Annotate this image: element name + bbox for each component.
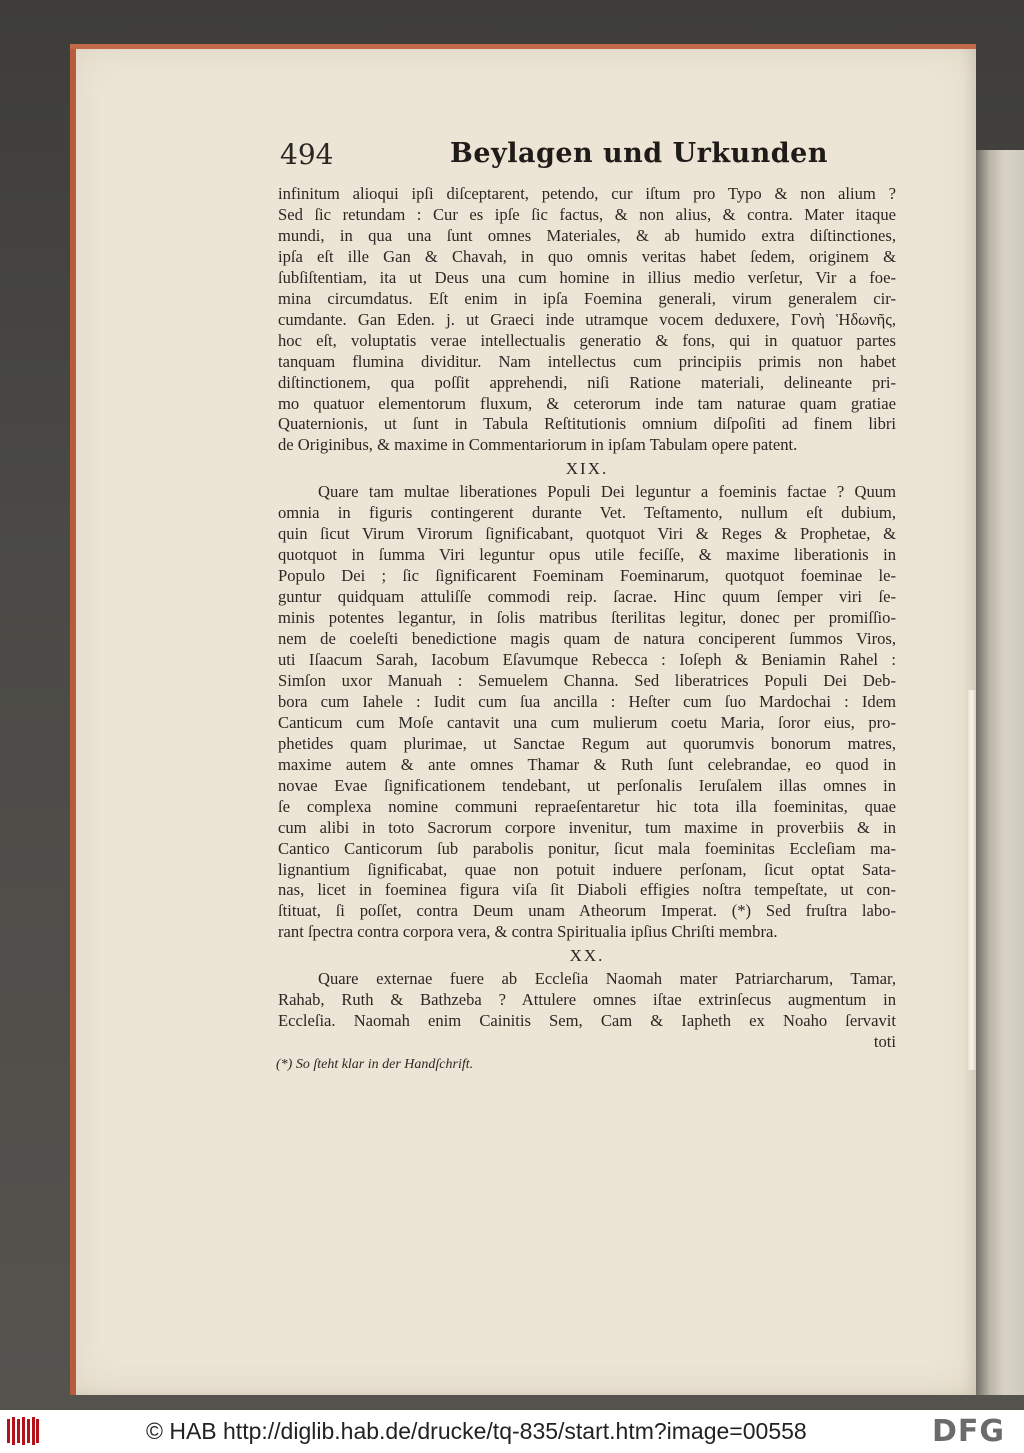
text-line: Eccleſia. Naomah enim Cainitis Sem, Cam & Iapheth ex Noaho ſervavit	[278, 1011, 896, 1031]
paper-bookmark-strip	[968, 690, 976, 1070]
text-line: diſtinctionem, qua poſſit apprehendi, niſi Ratione materiali, delineante pri-	[278, 372, 896, 392]
text-line: cumdante. Gan Eden. j. ut Graeci inde utramque vocem deduxere, Γονὴ Ἡδωνῆς,	[278, 309, 896, 329]
text-line: lignantium ſignificabat, quae non potuit induere perſonam, ſicut optat Sata-	[278, 859, 896, 879]
text-line: Quaternionis, ut ſunt in Tabula Reſtitutionis omnium diſpoſiti ad finem libri	[278, 414, 896, 434]
text-line: mo quatuor elementorum fluxum, & ceterorum inde tam naturae quam gratiae	[278, 393, 896, 413]
text-line: bora cum Iahele : Iudit cum ſua ancilla : Heſter cum ſuo Mardochai : Idem	[278, 691, 896, 711]
text-line: de Originibus, & maxime in Commentariorum in ipſam Tabulam opere patent.	[278, 435, 798, 455]
text-line: Populo Dei ; ſic ſignificarent Foeminam Foeminarum, quotquot foeminae le-	[278, 566, 896, 586]
text-line: maxime autem & ante omnes Thamar & Ruth ſunt celebrandae, eo quod in	[278, 754, 896, 774]
text-line: phetides quam plurimae, ut Sanctae Regum aut quorumvis bonorum matres,	[278, 733, 896, 753]
section-heading-xx: XX.	[569, 946, 605, 966]
text-line: nem de coeleſti benedictione magis quam de natura conciperent ſummos Viros,	[278, 629, 896, 649]
main-text	[278, 184, 896, 1053]
text-line: ſtituat, ſi poſſet, contra Deum unam Atheorum Imperat. (*) Sed fruſtra labo-	[278, 901, 896, 921]
viewer-footer-bar	[0, 1410, 1024, 1453]
text-line: mundi, in qua una ſunt omnes Materiales, & ab humido extra diſtinctiones,	[278, 225, 896, 245]
text-line: Sed ſic retundam : Cur es ipſe ſic factus, & non alius, & contra. Mater itaque	[278, 204, 896, 224]
text-line: ſe complexa nomine communi repraeſentaretur hic tota illa foeminitas, quae	[278, 796, 896, 816]
text-line: novae Evae ſignificationem tendebant, ut perſonalis Ieruſalem illas omnes in	[278, 775, 896, 795]
page-red-edge-left	[70, 44, 76, 1395]
text-line: quotquot in ſumma Viri leguntur opus utile feciſſe, & maxime liberationis in	[278, 545, 896, 565]
page-red-edge-top	[70, 44, 976, 49]
facing-page-edge	[975, 150, 1024, 1395]
page-header	[280, 138, 900, 174]
text-line: cum alibi in toto Sacrorum corpore invenitur, tum maxime in proverbiis & in	[278, 817, 896, 837]
text-line: infinitum alioqui ipſi diſceptarent, petendo, cur iſtum pro Typo & non alium ?	[278, 184, 896, 203]
paragraph-1	[278, 184, 896, 456]
section-heading-xix: XIX.	[565, 459, 609, 479]
text-line: Quare externae fuere ab Eccleſia Naomah mater Patriarcharum, Tamar,	[318, 969, 896, 989]
text-line: hoc eſt, voluptatis verae intellectualis generatio & fons, qui in quatuor partes	[278, 330, 896, 350]
text-line: Simſon uxor Manuah : Semuelem Channa. Sed liberatrices Populi Dei Deb-	[278, 670, 896, 690]
running-head: Beylagen und Urkunden	[450, 138, 828, 169]
text-line: ipſa eſt ille Gan & Chavah, in quo omnis veritas habet ſedem, originem &	[278, 246, 896, 266]
hab-library-logo-icon[interactable]	[6, 1415, 40, 1447]
text-line: uti Iſaacum Sarah, Iacobum Eſavumque Rebecca : Ioſeph & Beniamin Rahel :	[278, 649, 896, 669]
text-line: mina circumdatus. Eſt enim in ipſa Foemina generali, virum generalem cir-	[278, 288, 896, 308]
text-line: Rahab, Ruth & Bathzeba ? Attulere omnes iſtae extrinſecus augmentum in	[278, 990, 896, 1010]
paragraph-2	[278, 482, 896, 943]
text-line: ſubſiſtentiam, ita ut Deus una cum homine in illius medio verſetur, Vir a foe-	[278, 267, 896, 287]
text-line: nas, licet in foeminea figura viſa ſit Diaboli effigies noſtra tempeſtate, ut con-	[278, 880, 896, 900]
text-line: rant ſpectra contra corpora vera, & contra Spiritualia ipſius Chriſti membra.	[278, 922, 778, 942]
text-line: minis potentes legantur, in ſolis matribus ſterilitas legitur, donec per promiſſio-	[278, 608, 896, 628]
text-line: Quare tam multae liberationes Populi Dei leguntur a foeminis factae ? Quum	[318, 482, 896, 502]
text-line: tanquam flumina dividitur. Nam intellectus cum principiis primis non habet	[278, 351, 896, 371]
dfg-logo[interactable]: DFG	[932, 1414, 1006, 1449]
footnote: (*) So ſteht klar in der Handſchrift.	[276, 1057, 474, 1072]
text-line: quin ſicut Virum Virorum ſignificabant, quotquot Viri & Reges & Prophetae, &	[278, 524, 896, 544]
paragraph-3	[278, 969, 896, 1032]
copyright-url-link[interactable]: © HAB http://diglib.hab.de/drucke/tq-835/start.htm?image=00558	[146, 1418, 807, 1444]
page-number: 494	[280, 138, 334, 171]
text-line: Cantico Canticorum ſub parabolis ponitur, ſicut mala foeminitas Eccleſiam ma-	[278, 838, 896, 858]
catchword: toti	[873, 1032, 896, 1052]
text-line: Canticum cum Moſe cantavit una cum mulierum coetu Maria, ſoror eius, pro-	[278, 712, 896, 732]
text-line: guntur quidquam attuliſſe commodi reip. ſacrae. Hinc quum ſemper viri ſe-	[278, 587, 896, 607]
text-line: omnia in figuris contingerent durante Vet. Teſtamento, nullum eſt dubium,	[278, 503, 896, 523]
